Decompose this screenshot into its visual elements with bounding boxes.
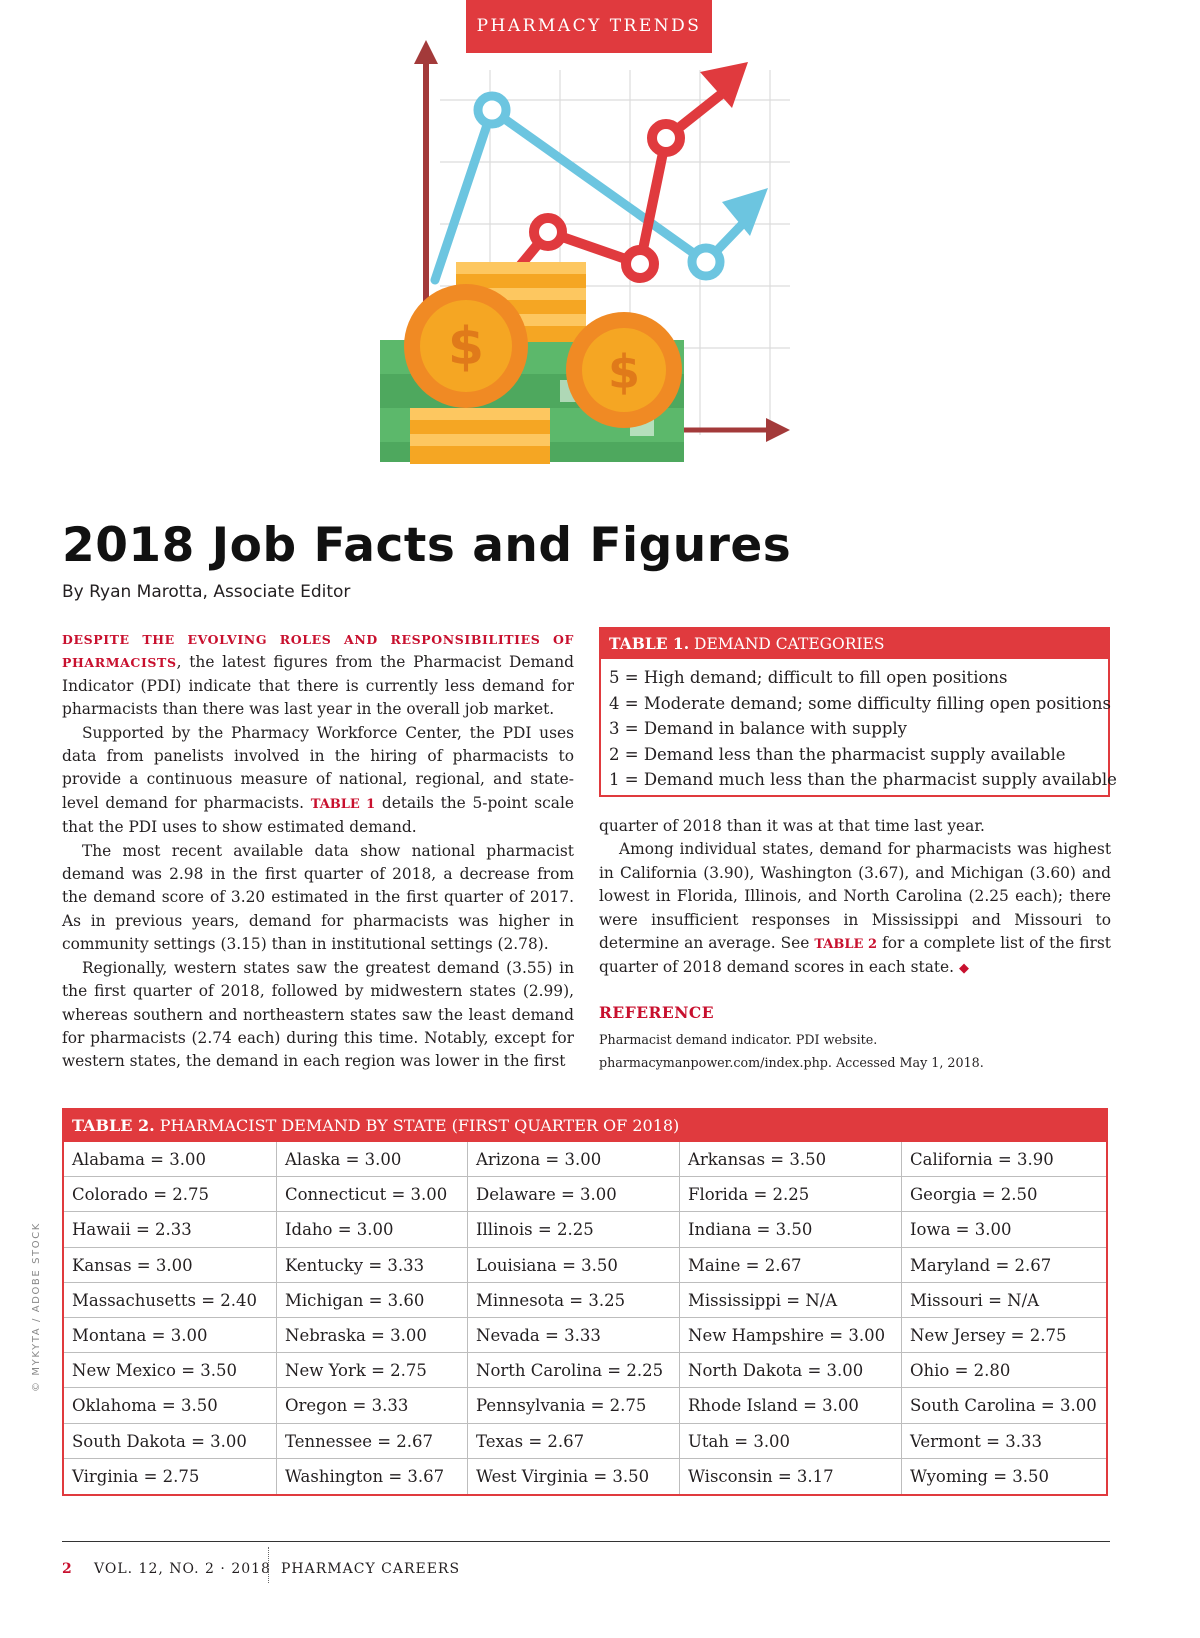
state-demand-cell: Rhode Island = 3.00 bbox=[680, 1388, 902, 1423]
state-demand-cell: Alaska = 3.00 bbox=[277, 1142, 468, 1177]
state-demand-cell: Missouri = N/A bbox=[902, 1283, 1106, 1318]
table-1-row: 2 = Demand less than the pharmacist supply available bbox=[609, 744, 1066, 764]
state-demand-cell: Wyoming = 3.50 bbox=[910, 1466, 1050, 1486]
paragraph-5-text-b: for a complete list of the first quarter of 2018 demand scores in each state. bbox=[599, 934, 1111, 977]
state-demand-cell: Indiana = 3.50 bbox=[680, 1212, 902, 1247]
table-2-state-demand bbox=[62, 1108, 1108, 1496]
rising-chart-coins-cash-illustration bbox=[380, 40, 840, 500]
paragraph-5 bbox=[599, 838, 1111, 980]
reference-text: Pharmacist demand indicator. PDI website. pharmacymanpower.com/index.php. Accessed May 1, 2018. bbox=[599, 1032, 984, 1070]
section-tag: PHARMACY TRENDS bbox=[466, 0, 712, 53]
lead-in: DESPITE THE EVOLVING ROLES AND RESPONSIBILITIES OF PHARMACISTS bbox=[62, 632, 574, 671]
reference-heading: REFERENCE bbox=[599, 1003, 715, 1022]
state-demand-cell: Pennsylvania = 2.75 bbox=[468, 1388, 680, 1423]
state-demand-cell: Idaho = 3.00 bbox=[277, 1212, 468, 1247]
state-demand-cell: Minnesota = 3.25 bbox=[468, 1283, 680, 1318]
state-demand-cell: Arkansas = 3.50 bbox=[680, 1142, 902, 1177]
paragraph-2-text-b: details the 5-point scale that the PDI uses to show estimated demand. bbox=[62, 793, 574, 837]
state-demand-cell: Tennessee = 2.67 bbox=[277, 1424, 468, 1459]
byline: By Ryan Marotta, Associate Editor bbox=[62, 582, 351, 602]
paragraph-1 bbox=[62, 628, 574, 722]
state-demand-cell: Kansas = 3.00 bbox=[64, 1248, 277, 1283]
state-demand-cell: Hawaii = 2.33 bbox=[64, 1212, 277, 1247]
svg-text:$: $ bbox=[447, 317, 485, 377]
state-demand-cell: West Virginia = 3.50 bbox=[468, 1459, 680, 1494]
state-demand-cell: North Carolina = 2.25 bbox=[468, 1353, 680, 1388]
table-2-header bbox=[64, 1110, 1106, 1142]
state-demand-cell: Illinois = 2.25 bbox=[468, 1212, 680, 1247]
end-mark-icon: ◆ bbox=[958, 961, 969, 977]
table-1-reference: TABLE 1 bbox=[310, 796, 376, 812]
volume-info: VOL. 12, NO. 2 · 2018 bbox=[94, 1561, 271, 1577]
table-1-row: 4 = Moderate demand; some difficulty filling open positions bbox=[609, 693, 1111, 713]
state-demand-cell: Kentucky = 3.33 bbox=[277, 1248, 468, 1283]
table-1-rows bbox=[601, 659, 1117, 793]
state-demand-cell: Montana = 3.00 bbox=[64, 1318, 277, 1353]
state-demand-cell: Colorado = 2.75 bbox=[64, 1177, 277, 1212]
state-demand-cell: South Dakota = 3.00 bbox=[64, 1424, 277, 1459]
state-demand-cell: Oregon = 3.33 bbox=[277, 1388, 468, 1423]
paragraph-4-continued: quarter of 2018 than it was at that time last year. bbox=[599, 817, 985, 835]
state-demand-cell: Washington = 3.67 bbox=[277, 1459, 468, 1494]
state-demand-cell: New Hampshire = 3.00 bbox=[680, 1318, 902, 1353]
footer-separator bbox=[268, 1547, 269, 1583]
table-2-title: PHARMACIST DEMAND BY STATE (FIRST QUARTER OF 2018) bbox=[159, 1116, 680, 1135]
state-demand-cell: Oklahoma = 3.50 bbox=[64, 1388, 277, 1423]
state-demand-cell: California = 3.90 bbox=[902, 1142, 1106, 1177]
publication-name: PHARMACY CAREERS bbox=[281, 1561, 461, 1577]
table-1-row: 3 = Demand in balance with supply bbox=[609, 719, 907, 738]
table-2-grid bbox=[64, 1142, 1106, 1494]
state-demand-cell: Nevada = 3.33 bbox=[468, 1318, 680, 1353]
table-1-label: TABLE 1. bbox=[609, 634, 690, 653]
paragraph-2 bbox=[62, 722, 574, 840]
svg-text:$: $ bbox=[607, 345, 641, 399]
table-1-row: 5 = High demand; difficult to fill open positions bbox=[609, 668, 1008, 687]
paragraph-5-text-a: Among individual states, demand for pharmacists was highest in California (3.90), Washington (3.67), and Michigan (3.60) and lowest in Florida, Illinois, and North Carolina (2.25 each); there were insufficient responses in Mississippi and Missouri to determine an average. See bbox=[599, 840, 1111, 953]
state-demand-cell: Wisconsin = 3.17 bbox=[680, 1459, 902, 1494]
article-body-left bbox=[62, 628, 574, 1074]
state-demand-cell: Texas = 2.67 bbox=[468, 1424, 680, 1459]
state-demand-cell: Maryland = 2.67 bbox=[902, 1248, 1106, 1283]
state-demand-cell: New Jersey = 2.75 bbox=[902, 1318, 1106, 1353]
table-1-demand-categories bbox=[599, 627, 1117, 797]
state-demand-cell: Massachusetts = 2.40 bbox=[64, 1283, 277, 1318]
article-body-right bbox=[599, 815, 1111, 981]
paragraph-4: Regionally, western states saw the greatest demand (3.55) in the first quarter of 2018, followed by midwestern states (2.99), whereas southern and northeastern states saw the least demand for pharmacists (2.74 each) during this time. Notably, except for western states, the demand in each region was lower in the first bbox=[62, 958, 574, 1071]
state-demand-cell: Arizona = 3.00 bbox=[468, 1142, 680, 1177]
photo-credit: © MYKYTA / ADOBE STOCK bbox=[31, 1222, 42, 1392]
page-number: 2 bbox=[62, 1561, 73, 1577]
state-demand-cell: Nebraska = 3.00 bbox=[277, 1318, 468, 1353]
paragraph-1-text: , the latest figures from the Pharmacist Demand Indicator (PDI) indicate that there is currently less demand for pharmacists than there was last year in the overall job market. bbox=[62, 653, 574, 719]
state-demand-cell: Michigan = 3.60 bbox=[277, 1283, 468, 1318]
state-demand-cell: South Carolina = 3.00 bbox=[902, 1388, 1106, 1423]
state-demand-cell: Ohio = 2.80 bbox=[902, 1353, 1106, 1388]
state-demand-cell: Florida = 2.25 bbox=[680, 1177, 902, 1212]
footer-rule bbox=[62, 1541, 1110, 1542]
state-demand-cell: Iowa = 3.00 bbox=[902, 1212, 1106, 1247]
state-demand-cell: Connecticut = 3.00 bbox=[277, 1177, 468, 1212]
table-2-reference: TABLE 2 bbox=[814, 937, 878, 953]
state-demand-cell: Vermont = 3.33 bbox=[902, 1424, 1106, 1459]
article-title: 2018 Job Facts and Figures bbox=[62, 518, 792, 573]
table-1-row: 1 = Demand much less than the pharmacist supply available bbox=[609, 770, 1117, 789]
state-demand-cell: Georgia = 2.50 bbox=[902, 1177, 1106, 1212]
state-demand-cell: Maine = 2.67 bbox=[680, 1248, 902, 1283]
state-demand-cell: Virginia = 2.75 bbox=[64, 1459, 277, 1494]
paragraph-3: The most recent available data show national pharmacist demand was 2.98 in the first quarter of 2018, a decrease from the demand score of 3.20 estimated in the first quarter of 2017. As in previous years, demand for pharmacists was higher in community settings (3.15) than in institutional settings (2.78). bbox=[62, 841, 574, 954]
paragraph-2-text-a: Supported by the Pharmacy Workforce Center, the PDI uses data from panelists involved in the hiring of pharmacists to provide a continuous measure of national, regional, and state-level demand for pharmacists. bbox=[62, 723, 574, 812]
table-1-title: DEMAND CATEGORIES bbox=[694, 635, 885, 653]
state-demand-cell: Louisiana = 3.50 bbox=[468, 1248, 680, 1283]
state-demand-cell: North Dakota = 3.00 bbox=[680, 1353, 902, 1388]
state-demand-cell: Alabama = 3.00 bbox=[64, 1142, 277, 1177]
table-1-header bbox=[601, 629, 1108, 659]
state-demand-cell: New York = 2.75 bbox=[277, 1353, 468, 1388]
state-demand-cell: Utah = 3.00 bbox=[680, 1424, 902, 1459]
state-demand-cell: Delaware = 3.00 bbox=[468, 1177, 680, 1212]
table-2-label: TABLE 2. bbox=[72, 1116, 155, 1135]
state-demand-cell: New Mexico = 3.50 bbox=[64, 1353, 277, 1388]
state-demand-cell: Mississippi = N/A bbox=[680, 1283, 902, 1318]
